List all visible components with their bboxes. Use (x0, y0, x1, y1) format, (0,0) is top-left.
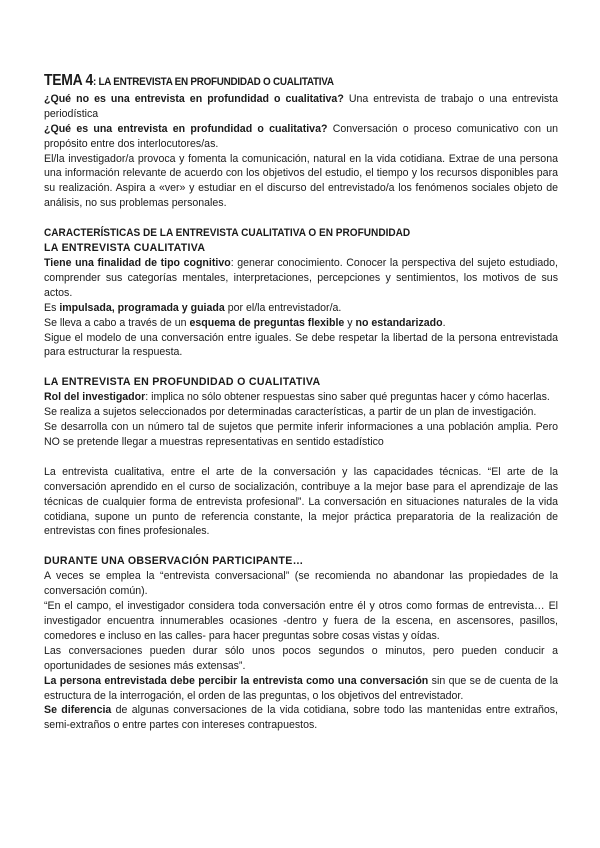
document-page (44, 74, 558, 733)
title-sub: : LA ENTREVISTA EN PROFUNDIDAD O CUALITATIVA (93, 76, 334, 88)
profundidad-item-2: Se realiza a sujetos seleccionados por determinadas características, a partir de un plan de investigación. (44, 406, 537, 419)
subheading-observacion-participante: DURANTE UNA OBSERVACIÓN PARTICIPANTE… (44, 555, 304, 568)
observacion-item-5-bold: Se diferencia (44, 704, 112, 717)
caracteristica-4: Sigue el modelo de una conversación entre iguales. Se debe respetar la libertad de la persona entrevistada para estructurar la respuesta. (44, 331, 558, 359)
caracteristica-2-pre: Es (44, 301, 60, 314)
observacion-item-5-text: de algunas conversaciones de la vida cotidiana, sobre todo las mantenidas entre extraños, semi-extraños o entre partes con intereses contrapuestos. (44, 704, 558, 732)
intro-paragraph: El/la investigador/a provoca y fomenta la comunicación, natural en la vida cotidiana. Extrae de una persona una información relevante de acuerdo con los objetivos del estudio, el tiempo y los recursos disponibles para su realización. Aspira a «ver» y estudiar en el discurso del entrevistado/a los fenómenos sociales objeto de análisis, no sus problemas personales. (44, 152, 558, 210)
intro-q2 (44, 122, 558, 152)
caracteristica-3-bold-1: esquema de preguntas flexible (189, 316, 345, 329)
caracteristica-2-bold: impulsada, programada y guiada (59, 301, 225, 314)
intro-q2-bold: ¿Qué es una entrevista en profundidad o cualitativa? (44, 122, 328, 135)
caracteristica-1 (44, 256, 558, 301)
subheading-entrevista-profundidad: LA ENTREVISTA EN PROFUNDIDAD O CUALITATIVA (44, 376, 321, 389)
caracteristica-3 (44, 316, 558, 331)
rol-investigador-text: : implica no sólo obtener respuestas sino saber qué preguntas hacer y cómo hacerlas. (145, 391, 550, 404)
section-heading-caracteristicas: CARACTERÍSTICAS DE LA ENTREVISTA CUALITATIVA O EN PROFUNDIDAD (44, 227, 411, 240)
rol-investigador (44, 390, 558, 405)
observacion-item-4 (44, 674, 558, 704)
observacion-item-4-text: sin que se de cuenta de la estructura de la interrogación, el orden de las preguntas, o los objetivos del entrevistador. (44, 674, 558, 702)
caracteristica-1-text: : generar conocimiento. Conocer la perspectiva del sujeto estudiado, comprender sus categorías mentales, interpretaciones, percepciones y sentimientos, los motivos de sus actos. (44, 256, 558, 299)
caracteristica-2 (44, 301, 558, 316)
rol-investigador-bold: Rol del investigador (44, 391, 146, 404)
title-main: TEMA 4 (44, 72, 94, 89)
page-title (44, 74, 507, 90)
profundidad-item-3: Se desarrolla con un número tal de sujetos que permite inferir informaciones a una población amplia. Pero NO se pretende llegar a muestras representativas en sentido estadístico (44, 421, 558, 448)
caracteristica-3-pre: Se lleva a cabo a través de un (44, 316, 190, 329)
caracteristica-1-bold: Tiene una finalidad de tipo cognitivo (44, 256, 231, 269)
caracteristica-3-mid: y (344, 316, 356, 329)
observacion-item-4-bold: La persona entrevistada debe percibir la entrevista como una conversación (44, 674, 429, 687)
observacion-item-1: A veces se emplea la “entrevista conversacional” (se recomienda no abandonar las propiedades de la conversación común). (44, 570, 558, 598)
intro-q1-text: Una entrevista de trabajo o una entrevista periodística (44, 92, 559, 120)
caracteristica-2-text: por el/la entrevistador/a. (224, 301, 342, 314)
profundidad-paragraph-arte: La entrevista cualitativa, entre el arte de la conversación y las capacidades técnicas. “El arte de la conversación aprendido en el curso de socialización, contribuye a la mejor base para el aprendizaje de las técnicas de cualquier forma de entrevista profesional”. La conversación en situaciones naturales de la vida cotidiana, supone un punto de referencia constante, la mejor práctica preparatoria de la realización de entrevistas con fines profesionales. (44, 465, 558, 538)
caracteristica-3-end: . (442, 316, 446, 329)
observacion-item-5 (44, 703, 558, 733)
caracteristica-3-bold-2: no estandarizado (355, 316, 443, 329)
intro-q2-text: Conversación o proceso comunicativo con un propósito entre dos interlocutores/as. (44, 122, 559, 150)
observacion-item-3: Las conversaciones pueden durar sólo unos pocos segundos o minutos, pero pueden conducir a oportunidades de sesiones más extensas”. (44, 644, 558, 672)
subheading-entrevista-cualitativa: LA ENTREVISTA CUALITATIVA (44, 242, 206, 255)
intro-q1-bold: ¿Qué no es una entrevista en profundidad o cualitativa? (44, 92, 344, 105)
observacion-item-2: “En el campo, el investigador considera toda conversación entre él y otros como formas de entrevista… El investigador encuentra innumerables ocasiones -dentro y fuera de la escena, en ascensores, pasillos, comedores e incluso en las calles- para hacer preguntas sobre cosas vistas y oídas. (44, 600, 558, 642)
intro-q1 (44, 92, 558, 122)
